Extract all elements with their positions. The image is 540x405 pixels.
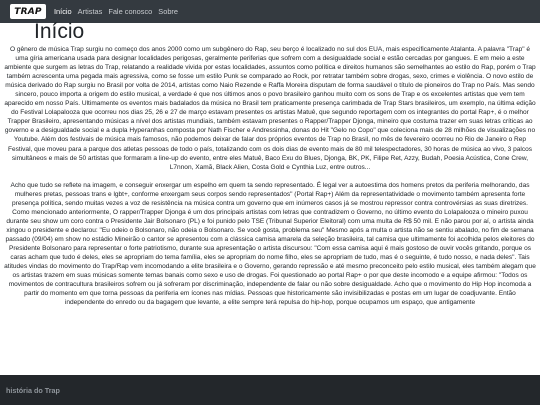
page-title: Início xyxy=(34,20,85,43)
nav-link-artistas[interactable]: Artistas xyxy=(77,7,103,16)
article-body xyxy=(4,45,536,372)
nav-link-fale-conosco[interactable]: Fale conosco xyxy=(108,7,153,16)
nav-link-inicio[interactable]: Início xyxy=(54,7,72,16)
article-paragraph-2: Acho que tudo se reflete na imagem, e conseguir enxergar um espelho em quem ta sendo representado. É legal ver a autoestima dos homens pretos da periferia melhorando, das mulheres pretas, pessoas trans e lgbt+, conforme enxergam seus corpos sendo representados" (Portal Rap+) Além da representatividade o movimento também apresenta forte presença política, sendo muitas vezes a voz de resistência na música contra um governo que em inúmeros casos já se mostrou repressor contra controvérsias as suas diretrizes. Como mencionado anteriormente, O rapper/Trapper Djonga é um dos principais artistas com letras que contradizem o Governo, no último evento do Lolapalooza o mineiro puxou durante seu show um coro contra o Presidente Jair Bolsonaro (PL) e foi punido pelo TSE (Tribunal Superior Eleitoral) com uma multa de R$ 50 mil. E não parou por aí, o artista ainda xingou o presidente e declarou: "Eu odeio o Bolsonaro, não odeia o Bolsonaro. Se você gosta, problema seu" Mesmo após a multa o artista não se sentiu abalado, no fim de semana passado (09/04) em show no estádio Mineirão o cantor se apresentou com a clássica camisa amarela da seleção brasileira, tal camisa que ultimamente foi acolhida pelos eleitores do Presidente Bolsonaro para representar o forte patriotismo, durante sua apresentação o artista discursou: "Com essa camisa aqui é mais gostoso de ouvir vocês gritando, porque os caras acham que tudo é deles, eles se apropriam do tema família, eles se apropriam do nome filho, eles se apropriam de tudo, mas é o seguinte, é tudo nosso, e nada deles". Tais atitudes vindas do movimento do Trap/Rap vem incomodando a elite brasileira e o Governo, gerando repressão e até mesmo preconceito pelo estilo musical, eles também alegam que os artistas trazem em suas músicas somente temas banais como sexo e uso de drogas. Foi questionado ao portal Rap+ o por que deste incomodo e a equipe afirmou: "Todos os movimentos de contracultura brasileiros sofrem ou já sofreram por discriminação, independente de falar ou não sobre desigualdade. Acho que o movimento do Hip Hop incomoda a partir do momento em que torna pessoas da periferia em ícones nas mídias. Pessoas que historicamente são invisibilizadas e postas em um lugar de coadjuvante. Então independente do enredo ou da bagagem que levante, a elite sempre terá repulsa do hip-hop, porque ocupamos um espaço, que antigamente xyxy=(4,181,536,307)
trap-logo[interactable]: TRAP xyxy=(10,4,46,19)
article-paragraph-1: O gênero de música Trap surgiu no começo dos anos 2000 como um subgênero do Rap, seu berço é localizado no sul dos EUA, mais especificamente Atalanta. A palavra "Trap" é uma gíria americana usada para designar localidades perigosas, geralmente periferias que sofrem com a desigualdade social e estão cercadas por gangues. E em meio a este ambiente que surgem as letras do Trap, relatando a realidade vivida por estas localidades, assuntos como política e direitos humanos são semelhantes ao estilo do Rap, porém o Trap também acrescenta uma pegada mais agressiva, como se fosse um estilo Punk se comparado ao Rock, por retratar também sobre drogas, sexo, crimes e violência. O novo estilo de música derivado do Rap surgiu no Brasil por volta de 2014, artistas como Naio Rezende e Raffa Moreira disputam de forma saudável o título de pioneiros do Trap no País. Mas sendo sincero, pouco importa a origem do estilo musical, a verdade é que nos últimos anos o povo brasileiro ganhou muito com os sons de Trap e os excelentes artistas que vem tem aparecido em nosso País. Ultimamente os eventos mais badalados da música no Brasil tem praticamente presença carimbada de Trap Stars brasileiros, um exemplo, na última edição do Festival Lolapalooza que ocorreu nos dias 25, 26 e 27 de março estavam presentes os artistas Matuê, que segundo reportagem com os integrantes do portal Rap+, é o melhor Trapper Brasileiro, apresentando músicas a nível dos artistas mundiais, também estavam presentes o Rapper/Trapper Djonga, mineiro que costuma trazer em suas letras críticas ao governo e a desigualdade social e a dupla Hyperanhas composta por Nath Fischer e Andressinha, donas do Hit "Gelo no Copo" que coleciona mais de 28 milhões de visualizações no Youtube. Além dos festivais de música mais famosos, não podemos deixar de falar dos próprios eventos de Trap no Brasil, no mês de fevereiro ocorreu no Rio de Janeiro o Rep Festival, que moveu para a parque dos atletas pessoas de todo o país, totalizando com os dois dias de evento mais de 80 mil telespectadores, 30 horas de música ao vivo, 3 palcos simultâneos e mais de 50 artistas que formaram a line-up do evento, entre eles Matuê, Baco Exu do Blues, Djonga, BK, PK, Filipe Ret, Azzy, Budah, Poesia Acústica, Cone Crew, L7nnon, Xamã, Black Alien, Costa Gold e Cynthia Luz, entre outros... xyxy=(4,46,536,171)
footer-bar xyxy=(0,375,540,405)
nav-link-sobre[interactable]: Sobre xyxy=(158,7,179,16)
footer-text: história do Trap xyxy=(6,385,60,395)
